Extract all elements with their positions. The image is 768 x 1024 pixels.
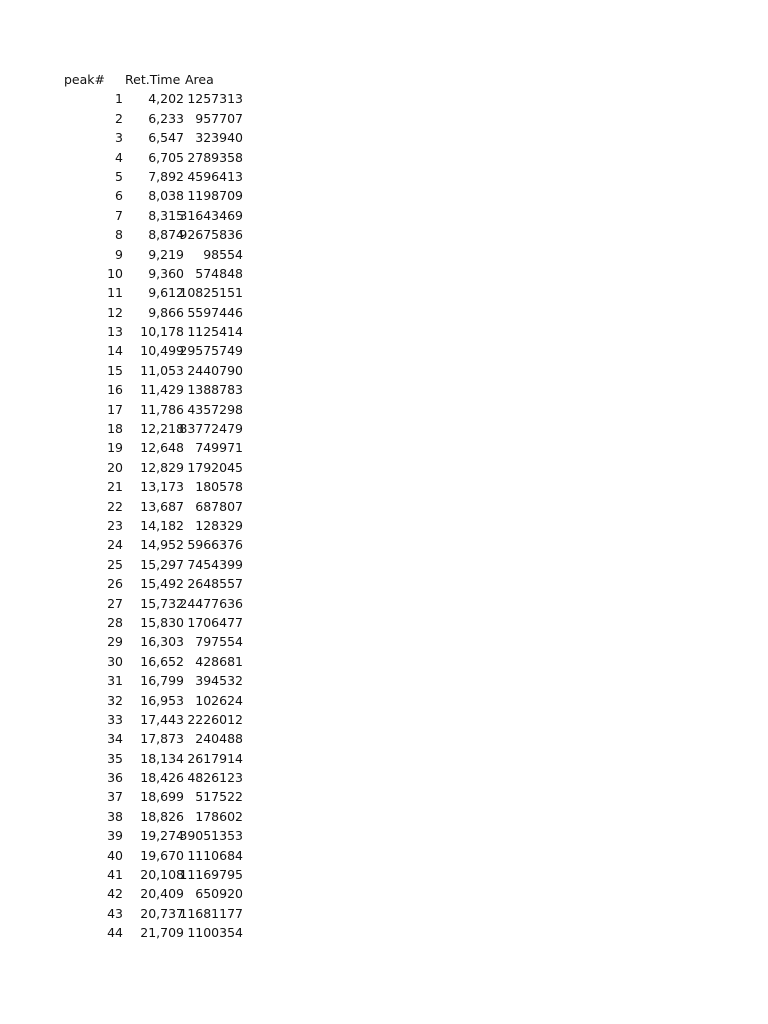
area-cell: 5966376 (187, 537, 243, 553)
ret-time-cell: 13,173 (140, 479, 184, 495)
peak-cell: 40 (107, 847, 123, 863)
table-row (0, 555, 768, 574)
peak-cell: 28 (107, 614, 123, 630)
table-header-row (0, 70, 768, 89)
table-row (0, 438, 768, 457)
table-row (0, 206, 768, 225)
peak-cell: 42 (107, 886, 123, 902)
ret-time-cell: 9,612 (148, 285, 184, 301)
area-cell: 1100354 (187, 925, 243, 941)
ret-time-cell: 6,547 (148, 130, 184, 146)
table-row (0, 904, 768, 923)
peak-cell: 12 (107, 304, 123, 320)
ret-time-cell: 15,297 (140, 556, 184, 572)
peak-cell: 43 (107, 905, 123, 921)
ret-time-cell: 16,652 (140, 653, 184, 669)
area-cell: 180578 (195, 479, 243, 495)
peak-cell: 30 (107, 653, 123, 669)
peak-cell: 18 (107, 421, 123, 437)
peak-cell: 10 (107, 265, 123, 281)
peak-cell: 22 (107, 498, 123, 514)
peak-cell: 6 (115, 188, 123, 204)
table-row (0, 691, 768, 710)
peak-cell: 9 (115, 246, 123, 262)
area-cell: 1257313 (187, 91, 243, 107)
ret-time-cell: 12,829 (140, 459, 184, 475)
table-row (0, 652, 768, 671)
table-row (0, 303, 768, 322)
table-row (0, 264, 768, 283)
peak-cell: 27 (107, 595, 123, 611)
area-cell: 650920 (195, 886, 243, 902)
table-row (0, 594, 768, 613)
ret-time-cell: 15,830 (140, 614, 184, 630)
table-row (0, 574, 768, 593)
area-cell: 83772479 (179, 421, 243, 437)
table-row (0, 923, 768, 942)
peak-cell: 8 (115, 227, 123, 243)
area-cell: 687807 (195, 498, 243, 514)
peak-cell: 15 (107, 362, 123, 378)
table-row (0, 613, 768, 632)
table-row (0, 245, 768, 264)
ret-time-cell: 8,874 (148, 227, 184, 243)
area-cell: 24477636 (179, 595, 243, 611)
area-cell: 1110684 (187, 847, 243, 863)
area-cell: 574848 (195, 265, 243, 281)
area-cell: 1198709 (187, 188, 243, 204)
area-cell: 98554 (203, 246, 243, 262)
ret-time-cell: 14,182 (140, 517, 184, 533)
ret-time-cell: 10,178 (140, 324, 184, 340)
table-row (0, 361, 768, 380)
area-cell: 517522 (195, 789, 243, 805)
peak-cell: 35 (107, 750, 123, 766)
peak-cell: 14 (107, 343, 123, 359)
ret-time-cell: 16,799 (140, 673, 184, 689)
table-row (0, 380, 768, 399)
peak-cell: 41 (107, 867, 123, 883)
area-cell: 1792045 (187, 459, 243, 475)
table-row (0, 846, 768, 865)
table-row (0, 419, 768, 438)
area-cell: 29575749 (179, 343, 243, 359)
ret-time-cell: 11,053 (140, 362, 184, 378)
table-row (0, 89, 768, 108)
table-row (0, 729, 768, 748)
peak-cell: 37 (107, 789, 123, 805)
ret-time-cell: 6,705 (148, 149, 184, 165)
ret-time-cell: 20,409 (140, 886, 184, 902)
peak-cell: 4 (115, 149, 123, 165)
area-cell: 240488 (195, 731, 243, 747)
area-cell: 2440790 (187, 362, 243, 378)
area-cell: 957707 (195, 110, 243, 126)
area-cell: 1388783 (187, 382, 243, 398)
peak-cell: 7 (115, 207, 123, 223)
table-row (0, 671, 768, 690)
ret-time-cell: 7,892 (148, 168, 184, 184)
peak-cell: 13 (107, 324, 123, 340)
peak-cell: 1 (115, 91, 123, 107)
table-row (0, 749, 768, 768)
area-cell: 10825151 (179, 285, 243, 301)
area-cell: 92675836 (179, 227, 243, 243)
peak-cell: 2 (115, 110, 123, 126)
table-row (0, 535, 768, 554)
peak-cell: 38 (107, 808, 123, 824)
ret-time-cell: 8,038 (148, 188, 184, 204)
area-cell: 428681 (195, 653, 243, 669)
peak-cell: 21 (107, 479, 123, 495)
table-row (0, 768, 768, 787)
table-row (0, 497, 768, 516)
table-body (0, 89, 768, 942)
ret-time-cell: 20,108 (140, 867, 184, 883)
area-cell: 128329 (195, 517, 243, 533)
area-cell: 2648557 (187, 576, 243, 592)
header-peak: peak# (64, 72, 105, 87)
peak-cell: 34 (107, 731, 123, 747)
table-row (0, 167, 768, 186)
peak-cell: 39 (107, 828, 123, 844)
ret-time-cell: 6,233 (148, 110, 184, 126)
table-row (0, 826, 768, 845)
ret-time-cell: 18,134 (140, 750, 184, 766)
ret-time-cell: 17,873 (140, 731, 184, 747)
table-row (0, 400, 768, 419)
area-cell: 749971 (195, 440, 243, 456)
ret-time-cell: 18,826 (140, 808, 184, 824)
peak-cell: 31 (107, 673, 123, 689)
peak-cell: 33 (107, 711, 123, 727)
ret-time-cell: 11,786 (140, 401, 184, 417)
table-row (0, 341, 768, 360)
ret-time-cell: 16,303 (140, 634, 184, 650)
area-cell: 797554 (195, 634, 243, 650)
peak-cell: 32 (107, 692, 123, 708)
area-cell: 178602 (195, 808, 243, 824)
area-cell: 1125414 (187, 324, 243, 340)
ret-time-cell: 13,687 (140, 498, 184, 514)
table-row (0, 458, 768, 477)
ret-time-cell: 19,274 (140, 828, 184, 844)
ret-time-cell: 4,202 (148, 91, 184, 107)
ret-time-cell: 9,360 (148, 265, 184, 281)
area-cell: 4826123 (187, 770, 243, 786)
peak-cell: 20 (107, 459, 123, 475)
table-row (0, 807, 768, 826)
table-row (0, 710, 768, 729)
table-row (0, 322, 768, 341)
area-cell: 2617914 (187, 750, 243, 766)
table-row (0, 128, 768, 147)
area-cell: 394532 (195, 673, 243, 689)
area-cell: 2226012 (187, 711, 243, 727)
peak-cell: 26 (107, 576, 123, 592)
area-cell: 31643469 (179, 207, 243, 223)
ret-time-cell: 20,737 (140, 905, 184, 921)
table-row (0, 787, 768, 806)
table-row (0, 884, 768, 903)
area-cell: 11681177 (179, 905, 243, 921)
peak-cell: 19 (107, 440, 123, 456)
ret-time-cell: 19,670 (140, 847, 184, 863)
ret-time-cell: 18,426 (140, 770, 184, 786)
area-cell: 102624 (195, 692, 243, 708)
ret-time-cell: 9,866 (148, 304, 184, 320)
ret-time-cell: 12,218 (140, 421, 184, 437)
peak-cell: 17 (107, 401, 123, 417)
ret-time-cell: 9,219 (148, 246, 184, 262)
table-row (0, 477, 768, 496)
area-cell: 11169795 (179, 867, 243, 883)
table-row (0, 516, 768, 535)
peak-cell: 11 (107, 285, 123, 301)
peak-cell: 25 (107, 556, 123, 572)
table-row (0, 632, 768, 651)
table-row (0, 865, 768, 884)
area-cell: 2789358 (187, 149, 243, 165)
peak-cell: 23 (107, 517, 123, 533)
peak-table (0, 70, 768, 943)
ret-time-cell: 17,443 (140, 711, 184, 727)
peak-cell: 3 (115, 130, 123, 146)
peak-cell: 29 (107, 634, 123, 650)
area-cell: 1706477 (187, 614, 243, 630)
ret-time-cell: 11,429 (140, 382, 184, 398)
area-cell: 39051353 (179, 828, 243, 844)
peak-cell: 36 (107, 770, 123, 786)
ret-time-cell: 12,648 (140, 440, 184, 456)
header-ret-time: Ret.Time (125, 72, 181, 87)
ret-time-cell: 8,315 (148, 207, 184, 223)
ret-time-cell: 15,492 (140, 576, 184, 592)
ret-time-cell: 14,952 (140, 537, 184, 553)
area-cell: 4596413 (187, 168, 243, 184)
ret-time-cell: 16,953 (140, 692, 184, 708)
area-cell: 323940 (195, 130, 243, 146)
peak-cell: 24 (107, 537, 123, 553)
peak-cell: 16 (107, 382, 123, 398)
header-area: Area (185, 72, 214, 87)
area-cell: 5597446 (187, 304, 243, 320)
ret-time-cell: 10,499 (140, 343, 184, 359)
area-cell: 7454399 (187, 556, 243, 572)
ret-time-cell: 21,709 (140, 925, 184, 941)
peak-cell: 44 (107, 925, 123, 941)
ret-time-cell: 18,699 (140, 789, 184, 805)
table-row (0, 109, 768, 128)
ret-time-cell: 15,732 (140, 595, 184, 611)
table-row (0, 225, 768, 244)
area-cell: 4357298 (187, 401, 243, 417)
table-row (0, 148, 768, 167)
table-row (0, 186, 768, 205)
table-row (0, 283, 768, 302)
peak-cell: 5 (115, 168, 123, 184)
